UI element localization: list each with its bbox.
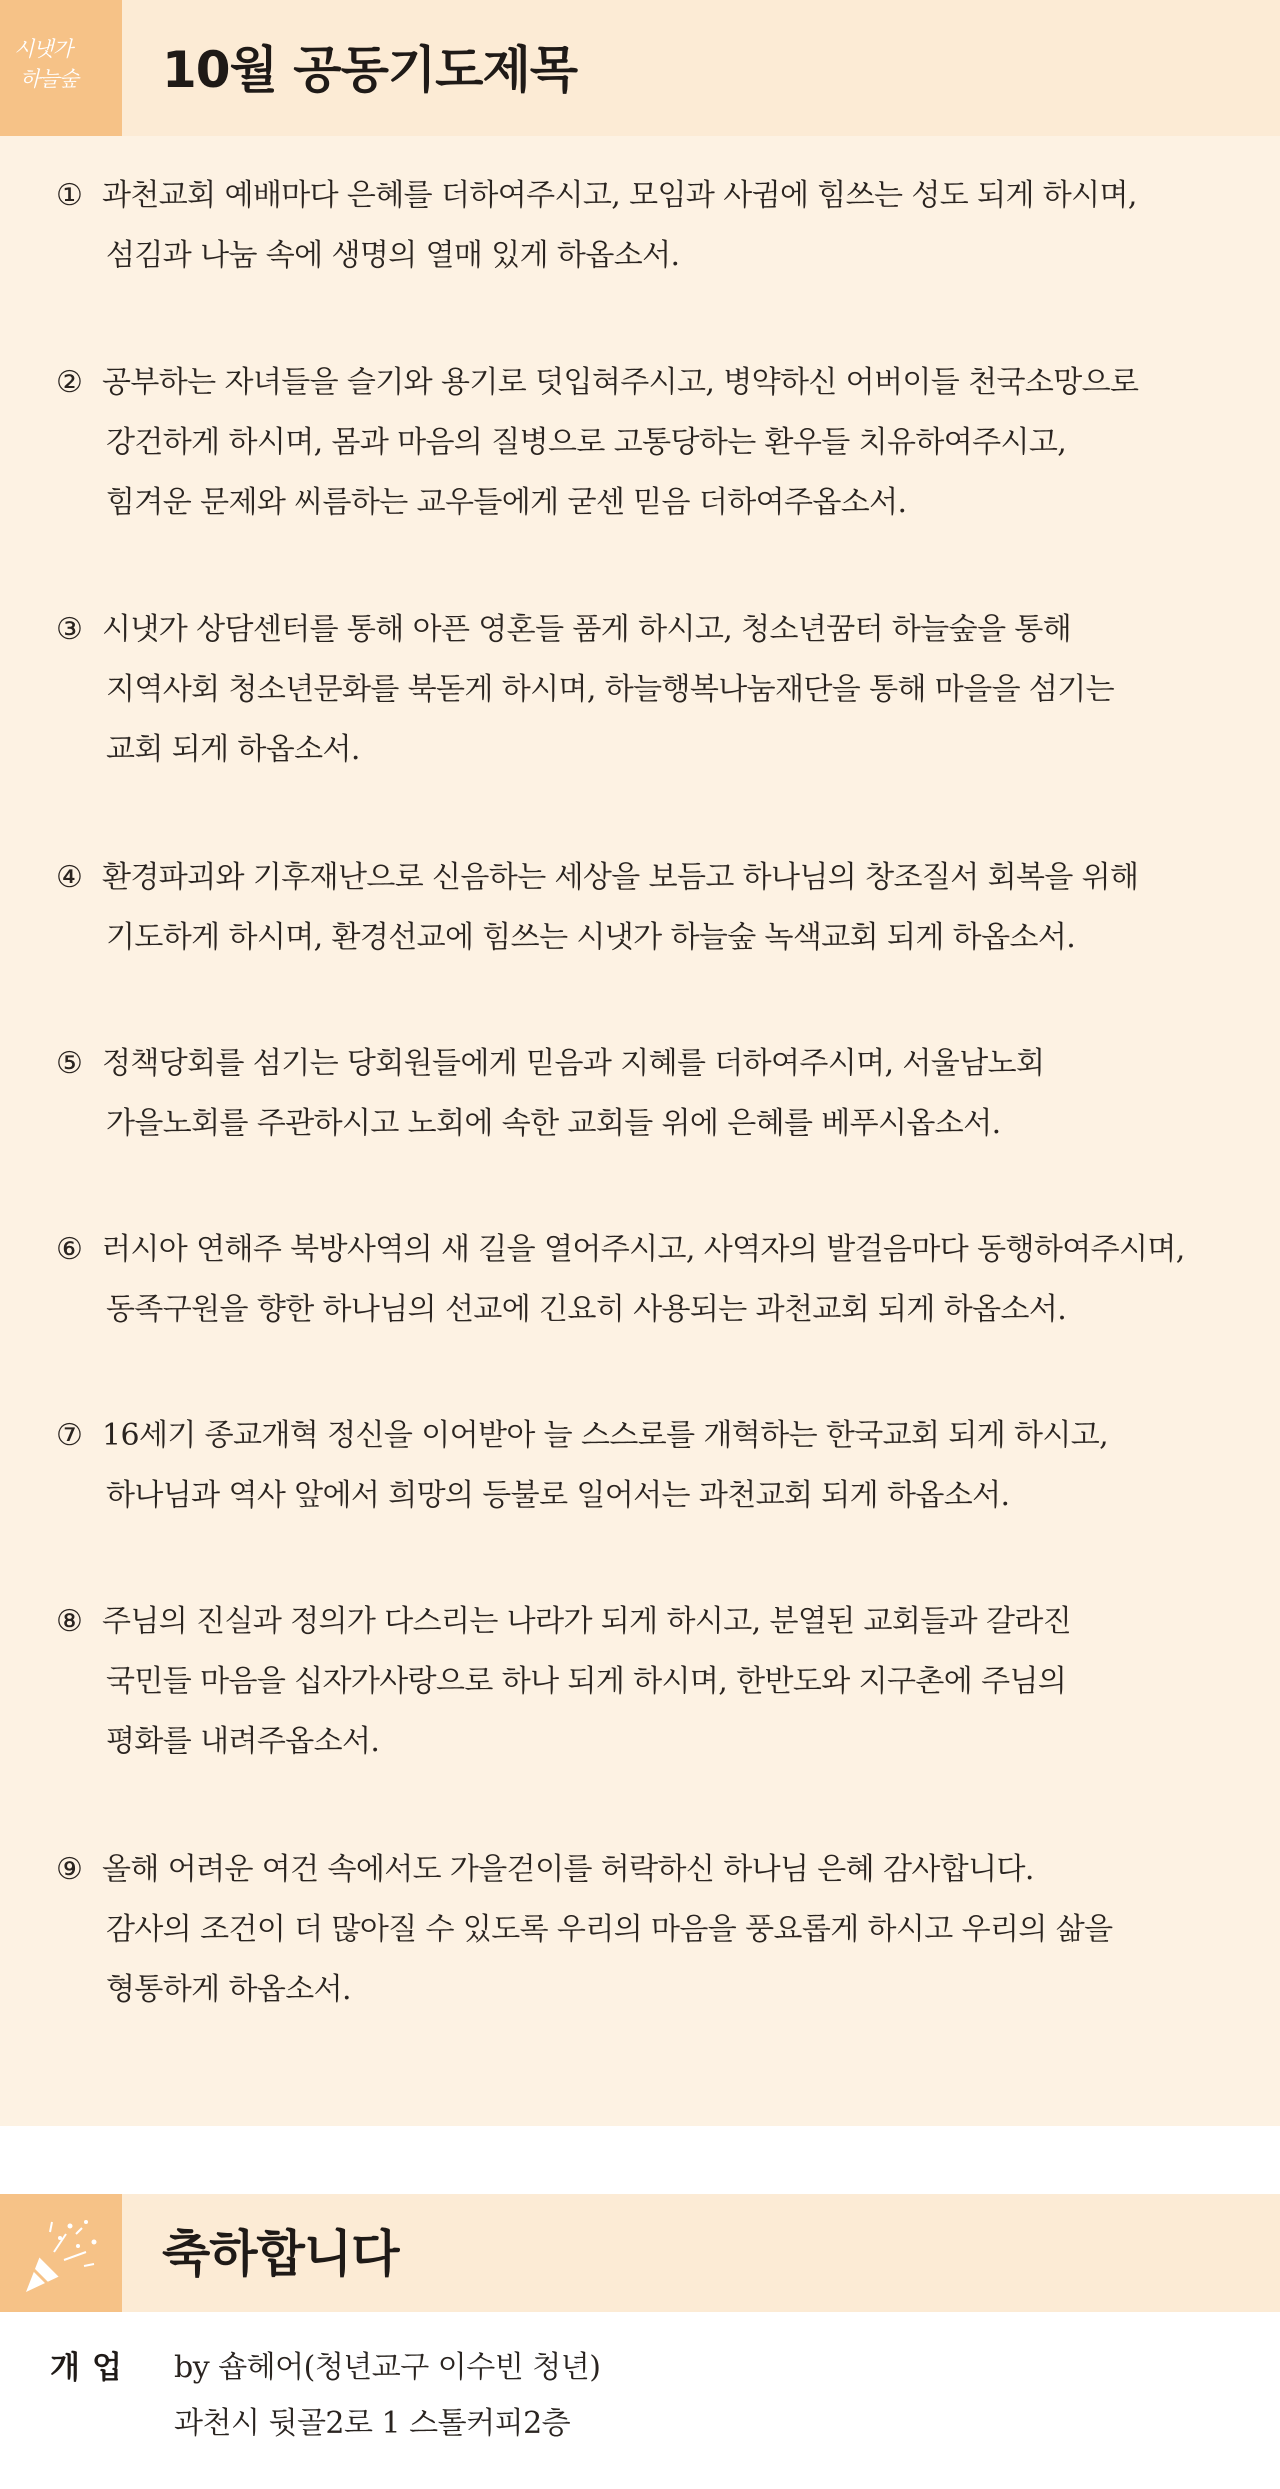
prayer-number: ① xyxy=(56,178,83,213)
party-popper-icon xyxy=(20,2212,104,2296)
prayer-item-2 xyxy=(56,353,1236,533)
prayer-line: 감사의 조건이 더 많아질 수 있도록 우리의 마음을 풍요롭게 하시고 우리의 삶을 xyxy=(106,1912,1113,1947)
congrats-body xyxy=(0,2312,1280,2489)
logo-line-2: 하늘숲 xyxy=(20,67,78,91)
prayer-number: ⑨ xyxy=(56,1852,83,1887)
prayer-line: 형통하게 하옵소서. xyxy=(106,1972,351,2007)
church-logo xyxy=(0,0,122,136)
prayer-line: 섬김과 나눔 속에 생명의 열매 있게 하옵소서. xyxy=(106,238,680,273)
prayer-number: ② xyxy=(56,365,83,400)
prayer-line: 16세기 종교개혁 정신을 이어받아 늘 스스로를 개혁하는 한국교회 되게 하시고, xyxy=(102,1418,1109,1453)
prayer-item-3 xyxy=(56,600,1236,780)
prayer-list xyxy=(0,136,1280,2126)
entry-line-1: by 숍헤어(청년교구 이수빈 청년) xyxy=(174,2350,601,2385)
prayer-line: 공부하는 자녀들을 슬기와 용기로 덧입혀주시고, 병약하신 어버이들 천국소망으로 xyxy=(102,365,1139,400)
prayer-line: 평화를 내려주옵소서. xyxy=(106,1724,380,1759)
prayer-item-9 xyxy=(56,1840,1236,2020)
prayer-line: 지역사회 청소년문화를 북돋게 하시며, 하늘행복나눔재단을 통해 마을을 섬기는 xyxy=(106,672,1115,707)
prayer-line: 시냇가 상담센터를 통해 아픈 영혼들 품게 하시고, 청소년꿈터 하늘숲을 통해 xyxy=(102,612,1072,647)
congrats-icon-box xyxy=(0,2194,122,2312)
prayer-line: 기도하게 하시며, 환경선교에 힘쓰는 시냇가 하늘숲 녹색교회 되게 하옵소서. xyxy=(106,920,1076,955)
prayer-line: 국민들 마음을 십자가사랑으로 하나 되게 하시며, 한반도와 지구촌에 주님의 xyxy=(106,1664,1067,1699)
prayer-number: ⑧ xyxy=(56,1604,83,1639)
prayer-line: 강건하게 하시며, 몸과 마음의 질병으로 고통당하는 환우들 치유하여주시고, xyxy=(106,425,1067,460)
prayer-item-1 xyxy=(56,166,1236,286)
entry-line-2: 과천시 뒷골2로 1 스톨커피2층 xyxy=(174,2406,571,2441)
prayer-item-6 xyxy=(56,1220,1236,1340)
congrats-title: 축하합니다 xyxy=(162,2225,399,2283)
prayer-line: 하나님과 역사 앞에서 희망의 등불로 일어서는 과천교회 되게 하옵소서. xyxy=(106,1478,1010,1513)
prayer-line: 힘겨운 문제와 씨름하는 교우들에게 굳센 믿음 더하여주옵소서. xyxy=(106,485,907,520)
prayer-number: ③ xyxy=(56,612,83,647)
congrats-header xyxy=(0,2194,1280,2312)
prayer-number: ⑤ xyxy=(56,1046,83,1081)
prayer-number: ⑥ xyxy=(56,1232,83,1267)
prayer-line: 동족구원을 향한 하나님의 선교에 긴요히 사용되는 과천교회 되게 하옵소서. xyxy=(106,1292,1067,1327)
prayer-title: 10월 공동기도제목 xyxy=(162,41,578,99)
prayer-line: 가을노회를 주관하시고 노회에 속한 교회들 위에 은혜를 베푸시옵소서. xyxy=(106,1106,1001,1141)
prayer-item-5 xyxy=(56,1034,1236,1154)
prayer-line: 과천교회 예배마다 은혜를 더하여주시고, 모임과 사귐에 힘쓰는 성도 되게 하시며, xyxy=(102,178,1137,213)
prayer-line: 올해 어려운 여건 속에서도 가을걷이를 허락하신 하나님 은혜 감사합니다. xyxy=(102,1852,1034,1887)
prayer-line: 러시아 연해주 북방사역의 새 길을 열어주시고, 사역자의 발걸음마다 동행하여주시며, xyxy=(102,1232,1185,1267)
logo-text xyxy=(14,34,114,94)
entry-label: 개업 xyxy=(50,2350,134,2386)
prayer-number: ⑦ xyxy=(56,1418,83,1453)
prayer-item-8 xyxy=(56,1592,1236,1772)
prayer-line: 주님의 진실과 정의가 다스리는 나라가 되게 하시고, 분열된 교회들과 갈라진 xyxy=(102,1604,1072,1639)
prayer-line: 환경파괴와 기후재난으로 신음하는 세상을 보듬고 하나님의 창조질서 회복을 위해 xyxy=(102,860,1139,895)
prayer-line: 정책당회를 섬기는 당회원들에게 믿음과 지혜를 더하여주시며, 서울남노회 xyxy=(102,1046,1045,1081)
prayer-header xyxy=(0,0,1280,136)
prayer-number: ④ xyxy=(56,860,83,895)
prayer-line: 교회 되게 하옵소서. xyxy=(106,732,360,767)
prayer-item-4 xyxy=(56,848,1236,968)
logo-line-1: 시냇가 xyxy=(14,37,72,61)
prayer-item-7 xyxy=(56,1406,1236,1526)
